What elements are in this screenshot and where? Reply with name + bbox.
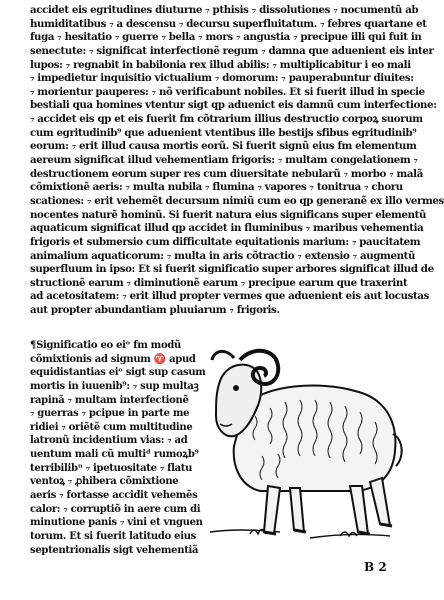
main-text-line: destructionem eorum super res cum diuersitate nebularũ ₇ morbo ₇ malã: [30, 167, 423, 180]
aries-text-line: ridiei ₇ oriẽtẽ cum multitudine: [30, 421, 193, 433]
aries-text-line: ₇ guerras ₇ pcipue in parte me: [30, 408, 190, 420]
main-text-line: accidet eis egritudines diuturne ₇ pthisis ₇ dissolutiones ₇ nocumentũ ab: [30, 4, 419, 16]
main-text-line: superfluum in ipso: Et si fuerit significatio super arbores significat illud de: [30, 263, 434, 276]
main-text-line: ₇ impedietur inquisitio victualium ₇ domorum: ₇ pauperabuntur diuites:: [30, 72, 414, 85]
main-text-line: frigoris et submersio cum difficultate equitationis marium: ₇ paucitatem: [30, 235, 421, 248]
main-text-line: ₇ morientur pauperes: ₇ nõ verificabunt nobiles. Et si fuerit illud in specie: [30, 85, 425, 98]
main-text-line: senectute: ₇ significat interfectionẽ regum ₇ damna que aduenient eis inter: [30, 44, 434, 57]
main-text-line: ₇ accidet eis qp et eis fuerit fm cõtrarium illius destructio corpoꝝ suorum: [30, 113, 423, 126]
main-text-line: humiditatibus ₇ a descensu ₇ decursu superfluitatum. ₇ febres quartane et: [30, 17, 427, 30]
aries-text-line: septentrionalis sigt vehementiã: [30, 544, 199, 556]
main-text-line: aut propter abundantiam pluuiarum ₇ frigoris.: [30, 304, 280, 317]
main-text-line: fuga ₇ hesitatio ₇ guerre ₇ bella ₇ mors ₇ angustia ₇ precipue illi qui fuit in: [30, 31, 422, 44]
main-text-line: eorum: ₇ erit illud causa mortis eorũ. Si fuerit signũ eius fm elementum: [30, 140, 417, 153]
aries-text-line: rapinã ₇ multam interfectionẽ: [30, 394, 189, 406]
main-text-line: cum egritudinib⁹ que aduenient vtentibus ille bestijs sfibus egritudinib⁹: [30, 126, 417, 139]
folio-signature: B 2: [364, 560, 387, 574]
aries-text-line: terribilibᵘ ₇ ipetuositate ₇ flatu: [30, 462, 193, 474]
aries-text-line: latronũ incidentium vias: ₇ ad: [30, 435, 188, 447]
main-text-line: ad acetositatem: ₇ erit illud propter vermes que aduenient eis aut locustas: [30, 290, 430, 303]
main-text-line: aquaticum significat illud qp accidet in fluminibus ₇ maribus vehementia: [30, 222, 424, 235]
aries-paragraph-block: [30, 339, 206, 557]
main-text-line: animalium aquaticorum: ₇ multa in aris cõtractio ₇ extensio ₇ augmentũ: [30, 249, 416, 262]
aries-text-line: calor: ₇ corruptiõ in aere cum di: [30, 503, 201, 515]
main-text-line: bestiali qua homines vtentur sigt qp aduenict eis damnũ cum interfectione:: [30, 99, 437, 112]
main-text-line: nocentes naturẽ hominũ. Si fuerit natura eius significans super elementũ: [30, 208, 427, 221]
aries-text-line: uentum mali cũ multiᵈ rumoꝝb⁹: [30, 449, 199, 461]
aries-text-line: minutione panis ₇ vini et vnguen: [30, 517, 203, 529]
aries-text-line: torum. Et si fuerit latitudo eius: [30, 530, 196, 542]
aries-text-line: cõmixtionis ad signum ♈ apud: [30, 353, 196, 365]
aries-text-line: aeris ₇ fortasse accidit vehemẽs: [30, 490, 198, 502]
main-text-line: aereum significat illud vehementiam frigoris: ₇ multam congelationem ₇: [30, 154, 418, 167]
aries-text-line: mortis in iuuenib⁹: ₇ sup multaꝫ: [30, 380, 199, 392]
paragraph-mark-icon: ¶: [30, 340, 37, 351]
aries-text-segment: Significatio eo eiᵒ fm modũ: [36, 340, 181, 351]
main-text-line: lupos: ₇ regnabit in babilonia rex illud abilis: ₇ multiplicabitur i eo mali: [30, 58, 411, 71]
ram-woodcut-icon: [190, 336, 404, 552]
main-text-line: cõmixtionẽ aeris: ₇ multa nubila ₇ flumina ₇ vapores ₇ tonitrua ₇ choru: [30, 181, 403, 194]
main-text-line: scationes: ₇ erit vehemẽt decursum nimiũ cum eo qp generanẽ ex illo vermes: [30, 194, 444, 207]
main-text-line: structionẽ earum ₇ diminutionẽ earum ₇ precipue earum que traxerint: [30, 276, 408, 289]
main-text-block: [30, 4, 444, 318]
aries-text-line: ventoꝝ ₇ ꝓhibera cõmixtione: [30, 476, 179, 488]
aries-text-line: [30, 339, 198, 353]
aries-text-line: equidistantias eiᵒ sigt sup casum: [30, 367, 206, 379]
